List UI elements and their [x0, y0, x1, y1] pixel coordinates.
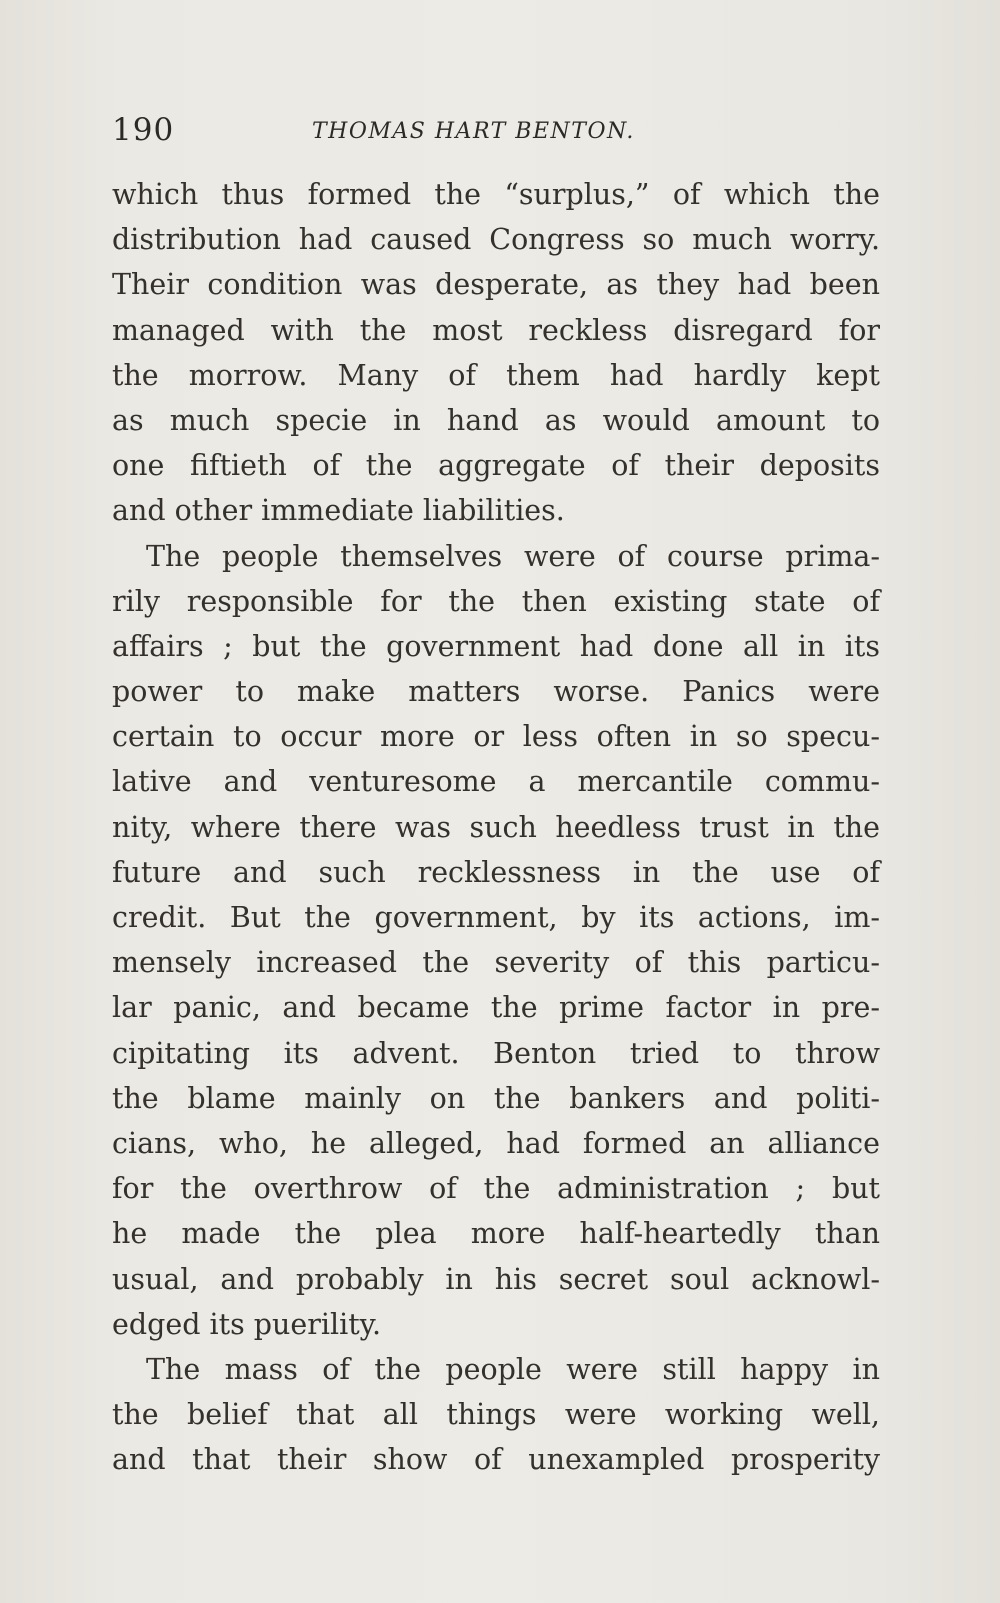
text-line: which thus formed the “surplus,” of which the	[112, 178, 880, 211]
text-line: Their condition was desperate, as they had been	[112, 268, 880, 302]
text-line: edged its puerility.	[112, 1307, 382, 1341]
text-line: The mass of the people were still happy in	[146, 1352, 880, 1386]
text-line: he made the plea more half-heartedly than	[112, 1217, 880, 1251]
text-line: power to make matters worse. Panics were	[112, 675, 880, 709]
text-line: rily responsible for the then existing state of	[112, 584, 880, 618]
body-text	[112, 172, 880, 1482]
text-line: future and such recklessness in the use of	[112, 855, 880, 889]
text-line: nity, where there was such heedless trust in the	[112, 810, 880, 844]
text-line: lative and venturesome a mercantile commu-	[112, 765, 880, 799]
text-line: cians, who, he alleged, had formed an alliance	[112, 1126, 880, 1160]
text-line: the morrow. Many of them had hardly kept	[112, 358, 880, 392]
paragraph	[112, 1347, 880, 1483]
text-line: cipitating its advent. Benton tried to throw	[112, 1036, 880, 1070]
text-line: the belief that all things were working well,	[112, 1398, 880, 1432]
text-line: as much specie in hand as would amount to	[112, 403, 880, 437]
text-line: and that their show of unexampled prosperity	[112, 1443, 880, 1477]
text-line: managed with the most reckless disregard for	[112, 313, 880, 347]
running-head: THOMAS HART BENTON.	[312, 119, 635, 144]
text-line: distribution had caused Congress so much worry.	[112, 223, 880, 257]
text-line: credit. But the government, by its actions, im-	[112, 901, 880, 934]
text-line: for the overthrow of the administration ; but	[112, 1172, 880, 1206]
paragraph	[112, 534, 880, 1347]
text-line: certain to occur more or less often in so specu-	[112, 720, 880, 754]
text-line: affairs ; but the government had done all in its	[112, 629, 880, 663]
page-header	[112, 112, 872, 152]
text-line: lar panic, and became the prime factor in pre-	[112, 991, 880, 1025]
text-line: The people themselves were of course prima-	[146, 539, 880, 573]
text-line: usual, and probably in his secret soul acknowl-	[112, 1262, 880, 1296]
text-line: the blame mainly on the bankers and politi-	[112, 1081, 880, 1115]
text-line: one fiftieth of the aggregate of their deposits	[112, 449, 880, 483]
paragraph	[112, 172, 880, 534]
text-line: and other immediate liabilities.	[112, 494, 565, 528]
page-number: 190	[112, 112, 175, 148]
text-line: mensely increased the severity of this particu-	[112, 946, 880, 980]
